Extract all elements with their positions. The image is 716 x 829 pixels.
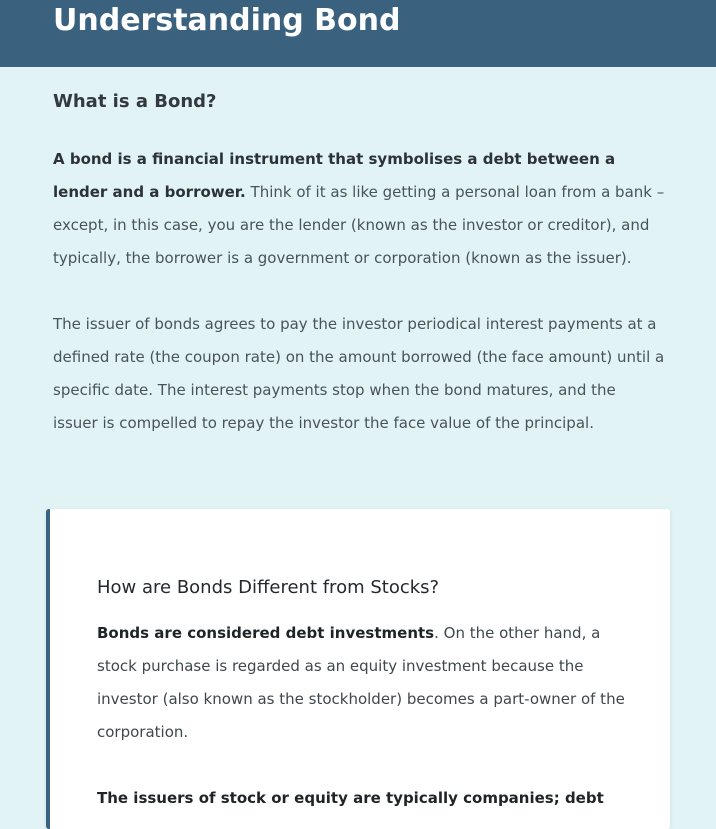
comparison-card <box>46 509 670 829</box>
bond-issuer-paragraph: The issuer of bonds agrees to pay the investor periodical interest payments at a defined rate (the coupon rate) on the amount borrowed (the face amount) until a specific date. The interest payments stop when the bond matures, and the issuer is compelled to repay the investor the face value of the principal. <box>53 315 665 432</box>
page-header <box>0 0 716 67</box>
card-title: How are Bonds Different from Stocks? <box>97 577 440 598</box>
card-paragraph-text: . On the other hand, a stock purchase is regarded as an equity investment because the investor (also known as the stockholder) becomes a part-owner of the corporation. <box>97 624 625 741</box>
card-paragraph-bold: Bonds are considered debt investments <box>97 624 435 642</box>
bond-definition-text: Think of it as like getting a personal loan from a bank – except, in this case, you are the lender (known as the investor or creditor), and typically, the borrower is a government or corporation (known as the issuer). <box>53 183 665 267</box>
bond-definition-paragraph <box>53 143 665 275</box>
card-paragraph <box>97 617 627 749</box>
card-paragraph-cut <box>97 782 627 815</box>
page-title: Understanding Bond <box>53 3 401 38</box>
section-title: What is a Bond? <box>53 91 217 112</box>
card-paragraph-cut-bold: The issuers of stock or equity are typically companies; debt <box>97 789 604 807</box>
bond-definition-bold: A bond is a financial instrument that symbolises a debt between a lender and a borrower. <box>53 150 616 201</box>
